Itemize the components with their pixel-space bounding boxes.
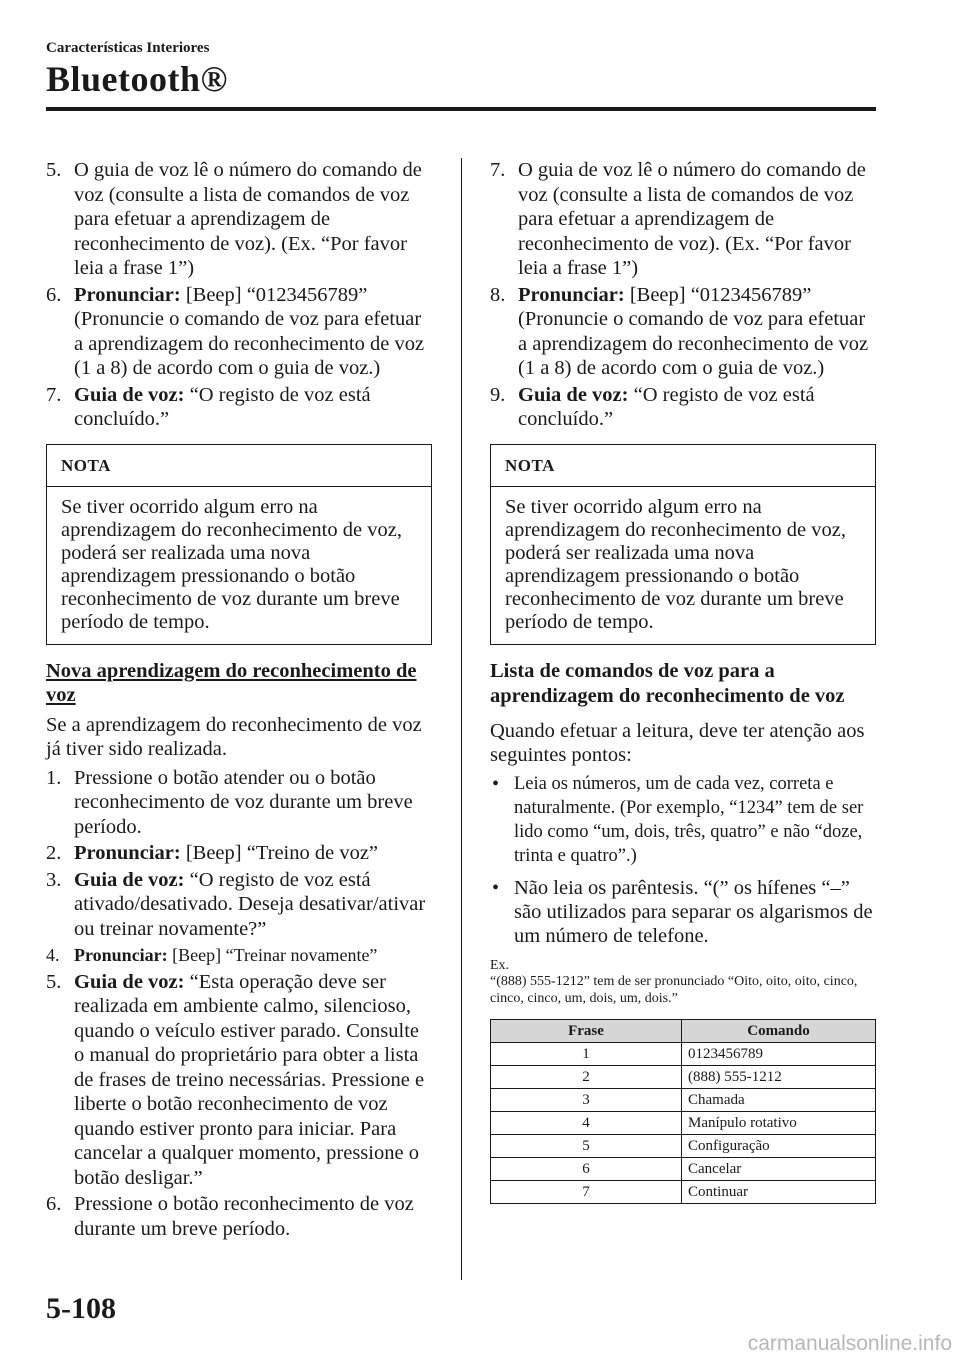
watermark: carmanualsonline.info <box>747 1332 952 1355</box>
step-list-c <box>490 158 876 432</box>
column-header-frase: Frase <box>491 1020 682 1043</box>
section-subheading: Nova aprendizagem do reconhecimento de voz <box>46 659 417 706</box>
table-row <box>491 1043 876 1066</box>
step-label: Pronunciar: <box>74 283 181 306</box>
step-label: Pronunciar: <box>74 945 168 965</box>
header-section: Características Interiores <box>46 40 210 56</box>
table-row <box>491 1135 876 1158</box>
cell-frase: 6 <box>491 1158 682 1181</box>
bullet-item <box>490 876 876 948</box>
step-text: Pressione o botão reconhecimento de voz durante um breve período. <box>74 1193 414 1240</box>
step-number: 8. <box>490 283 506 306</box>
section-intro: Se a aprendizagem do reconhecimento de voz já tiver sido realizada. <box>46 713 422 760</box>
step-number: 2. <box>46 842 62 864</box>
step-label: Pronunciar: <box>518 283 625 306</box>
table-row <box>491 1066 876 1089</box>
right-column <box>490 158 876 1204</box>
cell-frase: 3 <box>491 1089 682 1112</box>
step-item <box>46 943 432 968</box>
step-label: Guia de voz: <box>518 383 629 406</box>
header-rule <box>46 107 876 111</box>
step-text: “O registo de voz está concluído.” <box>518 383 815 430</box>
cell-frase: 4 <box>491 1112 682 1135</box>
step-item <box>46 283 432 381</box>
example-text: “(888) 555-1212” tem de ser pronunciado “Oito, oito, oito, cinco, cinco, cinco, um, dois, um, dois.” <box>490 974 858 1006</box>
step-item <box>490 383 876 432</box>
step-text: O guia de voz lê o número do comando de voz (consulte a lista de comandos de voz para efetuar a aprendizagem de reconhecimento de voz). (Ex. “Por favor leia a frase 1”) <box>518 159 866 279</box>
example-label: Ex. <box>490 957 510 973</box>
step-number: 9. <box>490 383 506 406</box>
cell-frase: 7 <box>491 1181 682 1204</box>
cell-frase: 1 <box>491 1043 682 1066</box>
step-item <box>46 766 432 840</box>
table-row <box>491 1112 876 1135</box>
example-note <box>490 958 876 1008</box>
page-number: 5-108 <box>46 1292 116 1325</box>
step-item <box>46 970 432 1191</box>
table-row <box>491 1158 876 1181</box>
step-text: “Esta operação deve ser realizada em ambiente calmo, silencioso, quando o veículo estiver parado. Consulte o manual do proprietário para obter a lista de frases de treino necessárias. Pressione e liberte o botão reconhecimento de voz quando estiver pronto para iniciar. Para cancelar a qualquer momento, pressione o botão desligar.” <box>74 970 425 1189</box>
step-text: “O registo de voz está ativado/desativado. Deseja desativar/ativar ou treinar novamente?” <box>74 868 426 940</box>
command-table <box>490 1019 876 1204</box>
column-header-comando: Comando <box>682 1020 876 1043</box>
step-text: [Beep] “Treinar novamente” <box>167 945 378 965</box>
cell-comando: Chamada <box>682 1089 876 1112</box>
note-text: Se tiver ocorrido algum erro na aprendizagem do reconhecimento de voz, poderá ser realizada uma nova aprendizagem pressionando o botão reconhecimento de voz durante um breve período de tempo. <box>61 495 402 633</box>
step-number: 6. <box>46 1193 62 1215</box>
step-number: 7. <box>46 383 62 406</box>
cell-comando: Configuração <box>682 1135 876 1158</box>
step-label: Pronunciar: <box>74 842 181 864</box>
note-box <box>46 444 432 645</box>
step-number: 7. <box>490 159 506 181</box>
page-title: Bluetooth® <box>46 59 228 99</box>
note-text: Se tiver ocorrido algum erro na aprendizagem do reconhecimento de voz, poderá ser realizada uma nova aprendizagem pressionando o botão reconhecimento de voz durante um breve período de tempo. <box>505 495 846 633</box>
cell-comando: 0123456789 <box>682 1043 876 1066</box>
step-text: [Beep] “0123456789” (Pronuncie o comando de voz para efetuar a aprendizagem do reconhecimento de voz (1 a 8) de acordo com o guia de voz.) <box>74 283 425 379</box>
step-item <box>46 841 432 866</box>
step-item <box>490 283 876 381</box>
left-column <box>46 158 432 1243</box>
cell-comando: Continuar <box>682 1181 876 1204</box>
note-heading: NOTA <box>491 445 875 487</box>
section-intro: Quando efetuar a leitura, deve ter atenção aos seguintes pontos: <box>490 719 865 766</box>
bullet-item <box>490 772 876 868</box>
cell-frase: 5 <box>491 1135 682 1158</box>
cell-comando: (888) 555-1212 <box>682 1066 876 1089</box>
cell-comando: Cancelar <box>682 1158 876 1181</box>
step-item <box>46 868 432 942</box>
note-heading: NOTA <box>47 445 431 487</box>
step-number: 6. <box>46 283 62 306</box>
step-list-a <box>46 158 432 432</box>
column-divider <box>461 158 462 1280</box>
table-row <box>491 1089 876 1112</box>
step-item <box>46 1192 432 1241</box>
step-text: Pressione o botão atender ou o botão reconhecimento de voz durante um breve período. <box>74 766 413 838</box>
step-label: Guia de voz: <box>74 868 185 891</box>
bullet-icon: • <box>492 772 500 795</box>
step-item <box>46 158 432 281</box>
cell-frase: 2 <box>491 1066 682 1089</box>
bullet-icon: • <box>492 876 500 899</box>
note-box <box>490 444 876 645</box>
step-text: [Beep] “Treino de voz” <box>180 842 379 864</box>
step-label: Guia de voz: <box>74 383 185 406</box>
section-subheading: Lista de comandos de voz para a aprendizagem do reconhecimento de voz <box>490 659 845 707</box>
step-number: 1. <box>46 766 62 789</box>
step-number: 5. <box>46 159 62 181</box>
bullet-text: Não leia os parêntesis. “(” os hífenes “–” são utilizados para separar os algarismos de um número de telefone. <box>514 876 873 947</box>
step-label: Guia de voz: <box>74 970 185 993</box>
step-number: 4. <box>46 945 60 965</box>
table-row <box>491 1181 876 1204</box>
step-item <box>490 158 876 281</box>
step-list-b <box>46 766 432 1242</box>
table-header-row <box>491 1020 876 1043</box>
step-number: 5. <box>46 970 62 993</box>
step-number: 3. <box>46 868 62 891</box>
step-item <box>46 383 432 432</box>
cell-comando: Manípulo rotativo <box>682 1112 876 1135</box>
bullet-text: Leia os números, um de cada vez, correta e naturalmente. (Por exemplo, “1234” tem de ser lido como “um, dois, três, quatro” e não “doze, trinta e quatro”.) <box>514 773 864 866</box>
step-text: O guia de voz lê o número do comando de voz (consulte a lista de comandos de voz para efetuar a aprendizagem de reconhecimento de voz). (Ex. “Por favor leia a frase 1”) <box>74 159 422 279</box>
step-text: “O registo de voz está concluído.” <box>74 383 371 430</box>
step-text: [Beep] “0123456789” (Pronuncie o comando de voz para efetuar a aprendizagem do reconhecimento de voz (1 a 8) de acordo com o guia de voz.) <box>518 283 869 379</box>
